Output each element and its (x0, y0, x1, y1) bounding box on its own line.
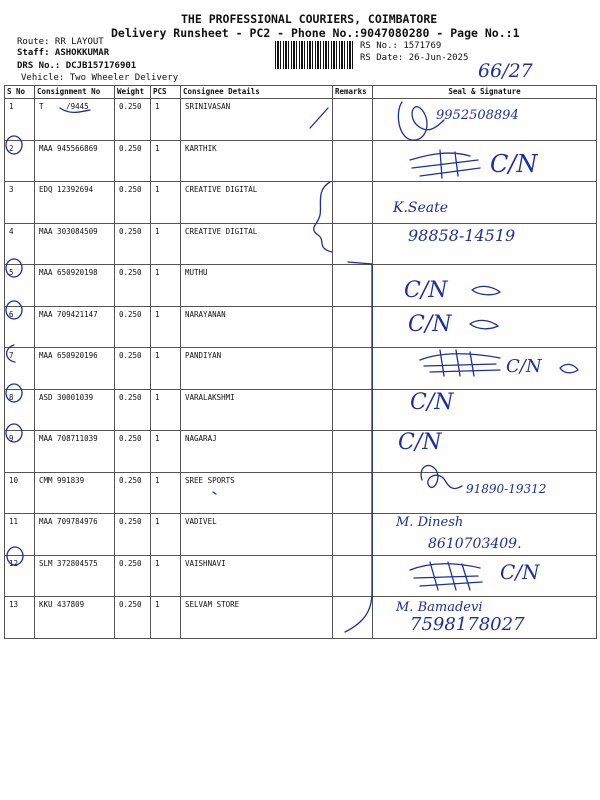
cell-consignee: PANDIYAN (181, 348, 333, 390)
cell-consignment: CMM 991839 (35, 472, 115, 514)
cell-sno: 8 (5, 389, 35, 431)
cell-consignment: MAA 650920196 (35, 348, 115, 390)
rs-date: RS Date: 26-Jun-2025 (360, 53, 469, 63)
cell-sno: 2 (5, 140, 35, 182)
cell-consignee: CREATIVE DIGITAL (181, 223, 333, 265)
cell-remarks (333, 99, 373, 141)
cell-consignment: MAA 708711039 (35, 431, 115, 473)
handwritten-cn-r6: C/N (408, 312, 452, 337)
handwritten-phone-r10: 91890-19312 (466, 482, 547, 496)
cell-sno: 7 (5, 348, 35, 390)
cell-weight: 0.250 (115, 265, 151, 307)
cell-remarks (333, 306, 373, 348)
handwritten-count: 66/27 (478, 60, 533, 82)
cell-signature (373, 306, 597, 348)
cell-consignee: VARALAKSHMI (181, 389, 333, 431)
cell-signature (373, 348, 597, 390)
handwritten-name-r3: K.Seate (393, 200, 449, 216)
cell-signature (373, 140, 597, 182)
cell-consignee: KARTHIK (181, 140, 333, 182)
vehicle-label: Vehicle: Two Wheeler Delivery (21, 73, 179, 83)
cell-weight: 0.250 (115, 99, 151, 141)
cell-consignee: VAISHNAVI (181, 555, 333, 597)
cell-weight: 0.250 (115, 182, 151, 224)
cell-remarks (333, 140, 373, 182)
cell-consignment: MAA 709784976 (35, 514, 115, 556)
cell-consignee: SREE SPORTS (181, 472, 333, 514)
cell-pcs: 1 (151, 555, 181, 597)
col-consignment: Consignment No (35, 86, 115, 99)
cell-weight: 0.250 (115, 514, 151, 556)
cell-pcs: 1 (151, 431, 181, 473)
table-row (5, 389, 597, 431)
cell-consignment: ASD 30001039 (35, 389, 115, 431)
cell-consignee: MUTHU (181, 265, 333, 307)
cell-consignment: SLM 372804575 (35, 555, 115, 597)
cell-consignee: CREATIVE DIGITAL (181, 182, 333, 224)
cell-weight: 0.250 (115, 555, 151, 597)
rs-number: RS No.: 1571769 (360, 41, 442, 51)
drs-number: DRS No.: DCJB157176901 (17, 61, 137, 71)
handwritten-name-r11: M. Dinesh (396, 515, 464, 530)
cell-pcs: 1 (151, 182, 181, 224)
cell-remarks (333, 265, 373, 307)
cell-sno: 13 (5, 597, 35, 639)
cell-pcs: 1 (151, 99, 181, 141)
handwritten-name-r13: M. Bamadevi (396, 600, 483, 615)
cell-pcs: 1 (151, 265, 181, 307)
table-row (5, 182, 597, 224)
cell-sno: 4 (5, 223, 35, 265)
handwritten-cn-r5: C/N (404, 278, 448, 303)
cell-weight: 0.250 (115, 431, 151, 473)
cell-weight: 0.250 (115, 472, 151, 514)
handwritten-cn-r7: C/N (506, 356, 542, 377)
cell-consignee: VADIVEL (181, 514, 333, 556)
cell-remarks (333, 348, 373, 390)
cell-consignment: MAA 650920198 (35, 265, 115, 307)
staff-label: Staff: ASHOKKUMAR (17, 48, 110, 58)
cell-consignment: MAA 945566869 (35, 140, 115, 182)
cell-weight: 0.250 (115, 597, 151, 639)
handwritten-phone-r1: 9952508894 (436, 108, 519, 123)
cell-pcs: 1 (151, 389, 181, 431)
cell-pcs: 1 (151, 306, 181, 348)
cell-pcs: 1 (151, 597, 181, 639)
cell-pcs: 1 (151, 348, 181, 390)
cell-signature (373, 555, 597, 597)
col-remarks: Remarks (333, 86, 373, 99)
table-row (5, 431, 597, 473)
col-signature: Seal & Signature (373, 86, 597, 99)
cell-sno: 5 (5, 265, 35, 307)
handwritten-cn-r8: C/N (410, 390, 454, 415)
cell-consignment: MAA 303084509 (35, 223, 115, 265)
cell-remarks (333, 223, 373, 265)
table-header-row (5, 86, 597, 99)
cell-remarks (333, 597, 373, 639)
handwritten-cn-r9: C/N (398, 430, 442, 455)
cell-consignee: SRINIVASAN (181, 99, 333, 141)
cell-remarks (333, 431, 373, 473)
col-sno: S No (5, 86, 35, 99)
cell-pcs: 1 (151, 514, 181, 556)
cell-sno: 12 (5, 555, 35, 597)
cell-sno: 11 (5, 514, 35, 556)
col-weight: Weight (115, 86, 151, 99)
handwritten-phone-r13: 7598178027 (410, 614, 525, 635)
cell-remarks (333, 514, 373, 556)
cell-sno: 1 (5, 99, 35, 141)
cell-consignee: NARAYANAN (181, 306, 333, 348)
cell-consignment: MAA 709421147 (35, 306, 115, 348)
barcode (275, 41, 355, 69)
cell-consignee: SELVAM STORE (181, 597, 333, 639)
handwritten-phone-r11: 8610703409. (428, 536, 522, 552)
cell-remarks (333, 182, 373, 224)
cell-consignee: NAGARAJ (181, 431, 333, 473)
cell-signature (373, 389, 597, 431)
company-name: THE PROFESSIONAL COURIERS, COIMBATORE (181, 12, 438, 26)
cell-consignment: EDQ 12392694 (35, 182, 115, 224)
table-row (5, 306, 597, 348)
cell-remarks (333, 472, 373, 514)
cell-consignment: KKU 437809 (35, 597, 115, 639)
cell-pcs: 1 (151, 223, 181, 265)
cell-remarks (333, 555, 373, 597)
cell-remarks (333, 389, 373, 431)
cell-weight: 0.250 (115, 140, 151, 182)
cell-weight: 0.250 (115, 389, 151, 431)
cell-sno: 10 (5, 472, 35, 514)
handwritten-cn-r2: C/N (490, 150, 538, 178)
col-pcs: PCS (151, 86, 181, 99)
cell-weight: 0.250 (115, 223, 151, 265)
cell-weight: 0.250 (115, 306, 151, 348)
cell-pcs: 1 (151, 472, 181, 514)
handwritten-cn-r12: C/N (500, 560, 540, 584)
cell-pcs: 1 (151, 140, 181, 182)
handwritten-phone-r4: 98858-14519 (408, 226, 516, 245)
cell-sno: 3 (5, 182, 35, 224)
cell-consignment: T /9445 (35, 99, 115, 141)
runsheet-subtitle: Delivery Runsheet - PC2 - Phone No.:9047080280 - Page No.:1 (111, 26, 520, 40)
table-row (5, 265, 597, 307)
cell-weight: 0.250 (115, 348, 151, 390)
cell-sno: 9 (5, 431, 35, 473)
cell-sno: 6 (5, 306, 35, 348)
route-label: Route: RR LAYOUT (17, 37, 104, 47)
col-consignee: Consignee Details (181, 86, 333, 99)
